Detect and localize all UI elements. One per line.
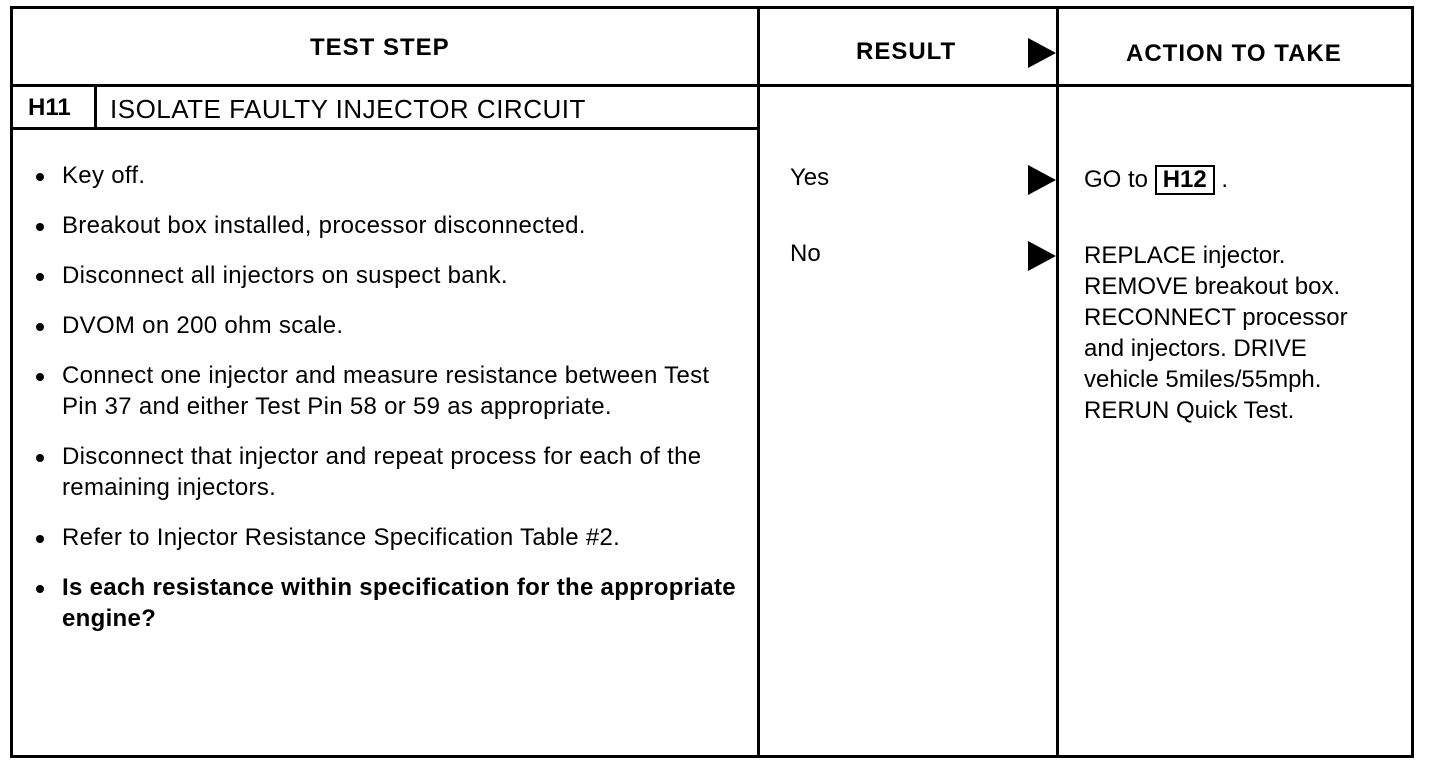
action-no-line: vehicle 5miles/55mph.	[1084, 366, 1322, 393]
result-no-arrow-icon	[1028, 241, 1056, 271]
bullet-item: Key off.	[30, 160, 740, 191]
action-yes-suffix: .	[1221, 166, 1229, 193]
step-id-divider	[94, 86, 97, 128]
action-yes	[1084, 164, 1404, 195]
action-no-line: RECONNECT processor	[1084, 304, 1348, 331]
step-bullet-list	[30, 160, 740, 653]
action-no-line: RERUN Quick Test.	[1084, 397, 1295, 424]
action-no-line: and injectors. DRIVE	[1084, 335, 1307, 362]
step-title: ISOLATE FAULTY INJECTOR CIRCUIT	[110, 94, 586, 124]
bullet-item: Disconnect all injectors on suspect bank.	[30, 260, 740, 291]
bullet-item: Connect one injector and measure resistance between Test Pin 37 and either Test Pin 58 or 59 as appropriate.	[30, 360, 742, 422]
bullet-item: Disconnect that injector and repeat process for each of the remaining injectors.	[30, 441, 702, 503]
header-action: ACTION TO TAKE	[1126, 40, 1342, 67]
action-no-line: REMOVE breakout box.	[1084, 273, 1341, 300]
action-yes-prefix: GO to	[1084, 166, 1149, 193]
bullet-item: Refer to Injector Resistance Specification Table #2.	[30, 522, 622, 553]
header-rule	[10, 84, 1414, 87]
bullet-item: Breakout box installed, processor disconnected.	[30, 210, 740, 241]
divider-step-result	[757, 6, 760, 758]
header-test-step: TEST STEP	[310, 34, 450, 61]
action-no	[1084, 240, 1404, 426]
header-result: RESULT	[856, 38, 957, 65]
result-no: No	[790, 240, 821, 267]
action-no-line: REPLACE injector.	[1084, 242, 1286, 269]
step-title-rule	[10, 127, 758, 130]
header-arrow-icon	[1028, 38, 1056, 68]
step-id: H11	[28, 94, 71, 121]
result-yes: Yes	[790, 164, 830, 191]
bullet-item: DVOM on 200 ohm scale.	[30, 310, 740, 341]
bullet-item-question: Is each resistance within specification for the appropriate engine?	[30, 572, 740, 634]
result-yes-arrow-icon	[1028, 165, 1056, 195]
action-yes-step-ref: H12	[1155, 165, 1215, 195]
divider-result-action	[1056, 6, 1059, 758]
